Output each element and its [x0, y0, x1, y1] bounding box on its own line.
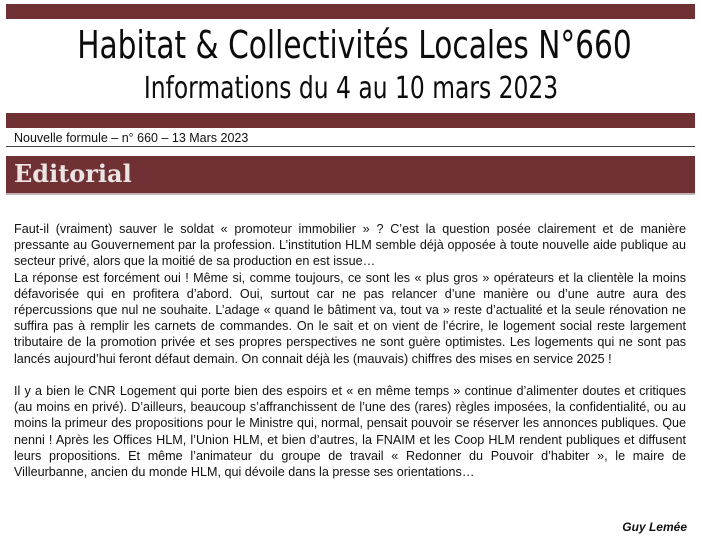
header-top-bar — [6, 4, 695, 19]
editorial-body — [14, 221, 686, 480]
section-title: Editorial — [14, 159, 132, 188]
page-subtitle: Informations du 4 au 10 mars 2023 — [143, 71, 559, 106]
section-header — [6, 156, 695, 195]
page-title: Habitat & Collectivités Locales N°660 — [77, 23, 632, 67]
editorial-paragraph: Faut-il (vraiment) sauver le soldat « promoteur immobilier » ? C’est la question posée clairement et de manière pressante au Gouvernement par la profession. L’institution HLM semble déjà opposée à toute nouvelle aide publique au secteur privé, alors que la moitié de sa production en est issue… — [14, 222, 686, 269]
editorial-paragraph: La réponse est forcément oui ! Même si, comme toujours, ce sont les « plus gros » opérateurs et la clientèle la moins défavorisée qui en profitera d’abord. Oui, surtout car ne pas relancer d’une manière ou d’une autre aura des répercussions que nul ne souhaite. L’adage « quand le bâtiment va, tout va » reste d’actualité et la seule rénovation ne suffira pas à remplir les carnets de commandes. On le sait et on vient de l’écrire, le logement social reste largement tributaire de la promotion privée et ses propres perspectives ne sont guère optimistes. Les logements qui ne sont pas lancés aujourd’hui feront défaut demain. On connait déjà les (mauvais) chiffres des mises en service 2025 ! — [14, 270, 686, 366]
header-bottom-bar — [6, 113, 695, 128]
issue-info: Nouvelle formule – n° 660 – 13 Mars 2023 — [14, 131, 249, 145]
author-signature: Guy Lemée — [622, 520, 687, 534]
editorial-paragraph: Il y a bien le CNR Logement qui porte bien des espoirs et « en même temps » continue d’alimenter doutes et critiques (au moins en privé). D’ailleurs, beaucoup s’affranchissent de l’une des (rares) règles imposées, la confidentialité, ou au moins la primeur des propositions pour le Ministre qui, normal, pensait pouvoir se réserver les annonces publiques. Que nenni ! Après les Offices HLM, l’Union HLM, et bien d’autres, la FNAIM et les Coop HLM rendent publiques et diffusent leurs propositions. Et même l’animateur du groupe de travail « Redonner du Pouvoir d’habiter », le maire de Villeurbanne, ancien du monde HLM, qui dévoile dans la presse ses orientations… — [14, 384, 686, 480]
divider — [6, 146, 695, 147]
